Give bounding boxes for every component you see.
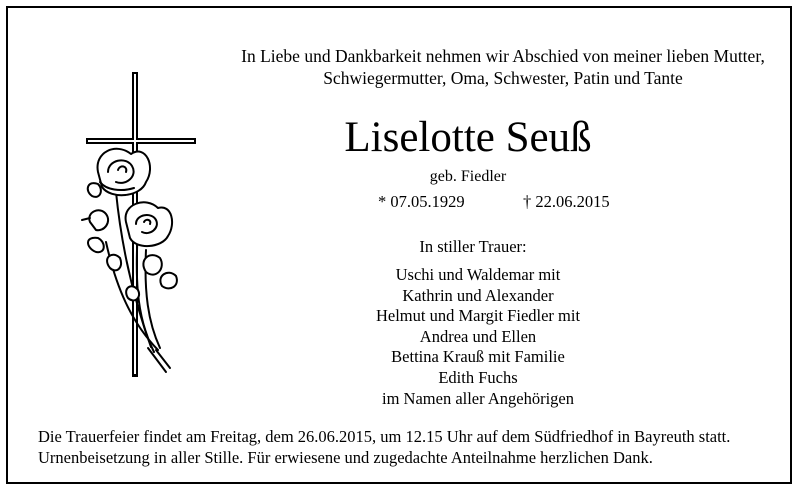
footer-line: Urnenbeisetzung in aller Stille. Für erwiesene und zugedachte Anteilnahme herzlichen Dank. <box>38 447 653 467</box>
obituary-notice <box>6 6 792 484</box>
birth-date: * 07.05.1929 <box>378 192 465 211</box>
birth-name: geb. Fiedler <box>429 168 507 185</box>
deceased-name: Liselotte Seuß <box>344 114 592 161</box>
death-date: † 22.06.2015 <box>523 192 610 211</box>
list-item: Helmut und Margit Fiedler mit <box>375 306 581 326</box>
list-item: Uschi und Waldemar mit <box>395 265 561 284</box>
mourners-list <box>338 265 618 409</box>
list-item: Kathrin und Alexander <box>402 285 554 305</box>
intro-text <box>218 45 788 89</box>
intro-line: Schwiegermutter, Oma, Schwester, Patin und Tante <box>323 68 683 88</box>
intro-line: In Liebe und Dankbarkeit nehmen wir Abschied von meiner lieben Mutter, <box>241 46 765 66</box>
list-item: Andrea und Ellen <box>419 326 537 346</box>
mourning-heading: In stiller Trauer: <box>419 237 527 256</box>
list-item: Bettina Krauß mit Familie <box>391 347 565 367</box>
footer-text <box>38 427 788 468</box>
list-item: Edith Fuchs <box>438 367 518 387</box>
list-item: im Namen aller Angehörigen <box>382 388 574 408</box>
footer-line: Die Trauerfeier findet am Freitag, dem 26.06.2015, um 12.15 Uhr auf dem Südfriedhof in Bayreuth statt. <box>38 427 731 446</box>
cross-with-roses-icon <box>76 72 196 382</box>
